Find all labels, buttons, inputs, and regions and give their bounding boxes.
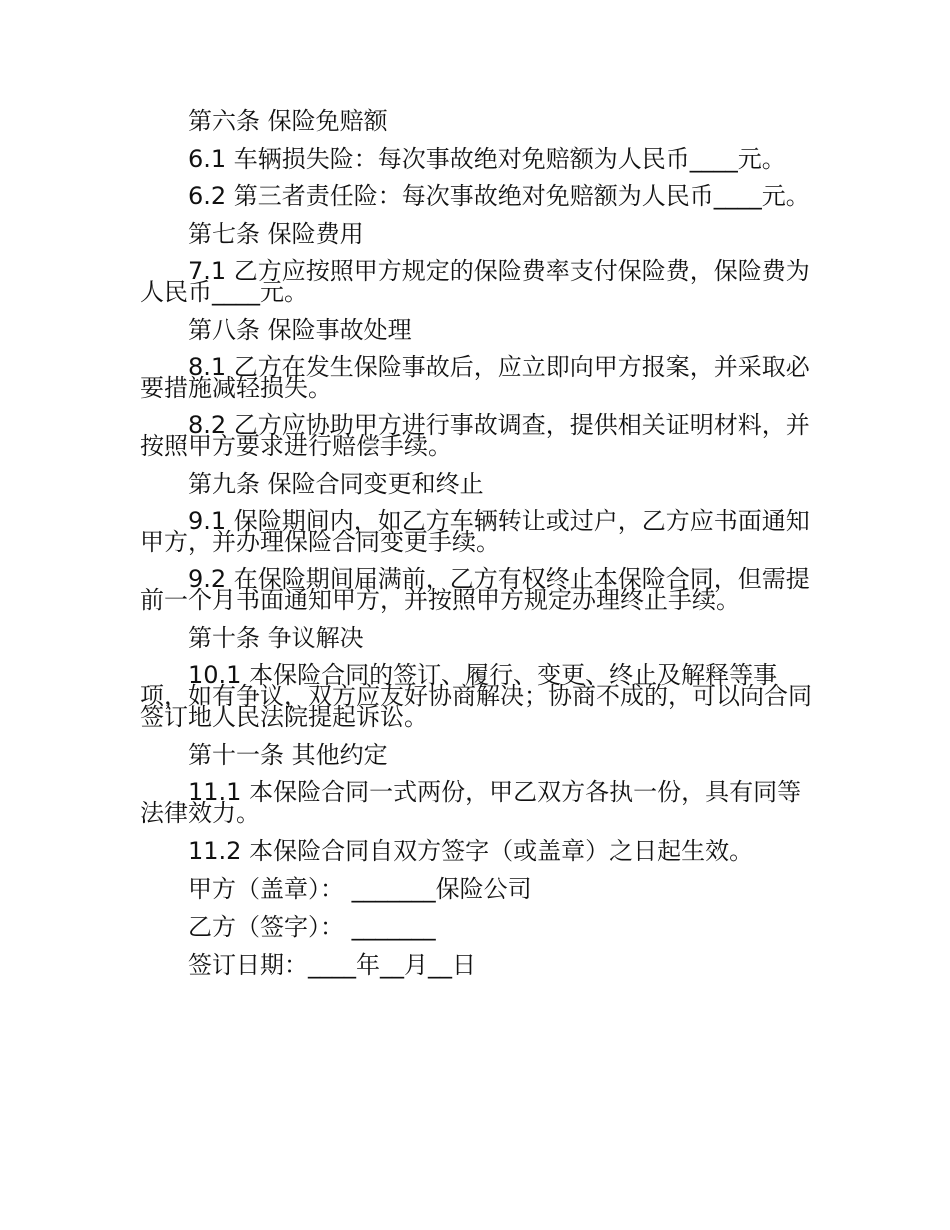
signing-date-line: 签订日期：____年__月__日 [188,951,476,979]
article-7-heading: 第七条 保险费用 [188,220,364,248]
clause-6-2: 6.2 第三者责任险：每次事故绝对免赔额为人民币____元。 [188,182,810,210]
article-6-heading: 第六条 保险免赔额 [188,107,388,135]
clause-9-2: 9.2 在保险期间届满前，乙方有权终止本保险合同，但需提前一个月书面通知甲方，并按照甲方规定办理终止手续。 [140,565,810,614]
document-page [140,102,812,984]
clause-6-1: 6.1 车辆损失险：每次事故绝对免赔额为人民币____元。 [188,145,786,173]
article-9-heading: 第九条 保险合同变更和终止 [188,470,484,498]
clause-7-1: 7.1 乙方应按照甲方规定的保险费率支付保险费，保险费为人民币____元。 [140,257,810,306]
party-b-signature-line: 乙方（签字）： _______ [188,913,436,941]
clause-8-1: 8.1 乙方在发生保险事故后，应立即向甲方报案，并采取必要措施减轻损失。 [140,353,810,402]
clause-11-2: 11.2 本保险合同自双方签字（或盖章）之日起生效。 [188,837,754,865]
article-11-heading: 第十一条 其他约定 [188,741,388,769]
article-10-heading: 第十条 争议解决 [188,624,364,652]
clause-10-1: 10.1 本保险合同的签订、履行、变更、终止及解释等事项，如有争议，双方应友好协商解决；协商不成的，可以向合同签订地人民法院提起诉讼。 [140,661,812,731]
clause-8-2: 8.2 乙方应协助甲方进行事故调查，提供相关证明材料，并按照甲方要求进行赔偿手续。 [140,411,810,460]
article-8-heading: 第八条 保险事故处理 [188,316,412,344]
party-a-signature-line: 甲方（盖章）： _______保险公司 [188,875,532,903]
clause-9-1: 9.1 保险期间内，如乙方车辆转让或过户，乙方应书面通知甲方，并办理保险合同变更手续。 [140,507,810,556]
clause-11-1: 11.1 本保险合同一式两份，甲乙双方各执一份，具有同等法律效力。 [140,778,802,827]
